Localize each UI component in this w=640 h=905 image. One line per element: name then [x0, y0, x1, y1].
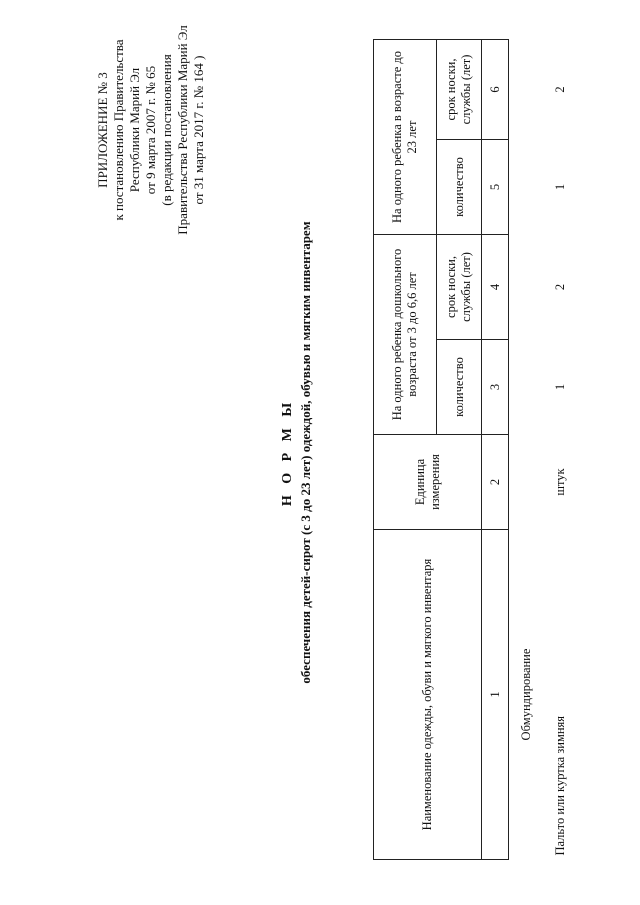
appendix-line: от 31 марта 2017 г. № 164 ) [191, 55, 206, 205]
appendix-line: Республики Марий Эл [127, 67, 142, 193]
appendix-line: от 9 марта 2007 г. № 65 [143, 65, 158, 195]
item-unit: штук [552, 468, 567, 496]
item-qty-to23: 1 [552, 183, 567, 191]
document-subtitle: обеспечения детей-сирот (с 3 до 23 лет) одеждой, обувью и мягким инвентарем [298, 221, 313, 684]
column-number: 2 [482, 435, 509, 530]
table-header-row [374, 40, 437, 860]
header-unit: Единица измерения [374, 435, 482, 530]
norms-table [373, 39, 577, 860]
header-name: Наименование одежды, обуви и мягкого инвентаря [374, 530, 482, 860]
appendix-line: к постановлению Правительства [111, 39, 126, 221]
section-row [509, 40, 544, 860]
section-title: Обмундирование [518, 648, 533, 741]
column-number-row [482, 40, 509, 860]
column-number: 5 [482, 140, 509, 235]
header-term: срок носки, службы (лет) [437, 235, 482, 340]
column-number: 4 [482, 235, 509, 340]
item-term-preschool: 2 [552, 283, 567, 291]
table-row [543, 40, 577, 860]
column-number: 6 [482, 40, 509, 140]
item-term-to23: 2 [552, 86, 567, 93]
header-quantity: количество [437, 340, 482, 435]
appendix-note [95, 15, 207, 245]
header-term: срок носки, службы (лет) [437, 40, 482, 140]
header-quantity: количество [437, 140, 482, 235]
appendix-line: ПРИЛОЖЕНИЕ № 3 [95, 72, 110, 188]
column-number: 1 [482, 530, 509, 860]
header-group-to23: На одного ребенка в возрасте до 23 лет [374, 40, 437, 235]
item-name: Пальто или куртка зимняя [552, 715, 567, 856]
document-title: Н О Р М Ы [280, 398, 295, 507]
column-number: 3 [482, 340, 509, 435]
appendix-line: Правительства Республики Марий Эл [175, 25, 190, 235]
item-qty-preschool: 1 [552, 383, 567, 391]
appendix-line: (в редакции постановления [159, 54, 174, 206]
header-group-preschool: На одного ребенка дошкольного возраста от 3 до 6,6 лет [374, 235, 437, 435]
